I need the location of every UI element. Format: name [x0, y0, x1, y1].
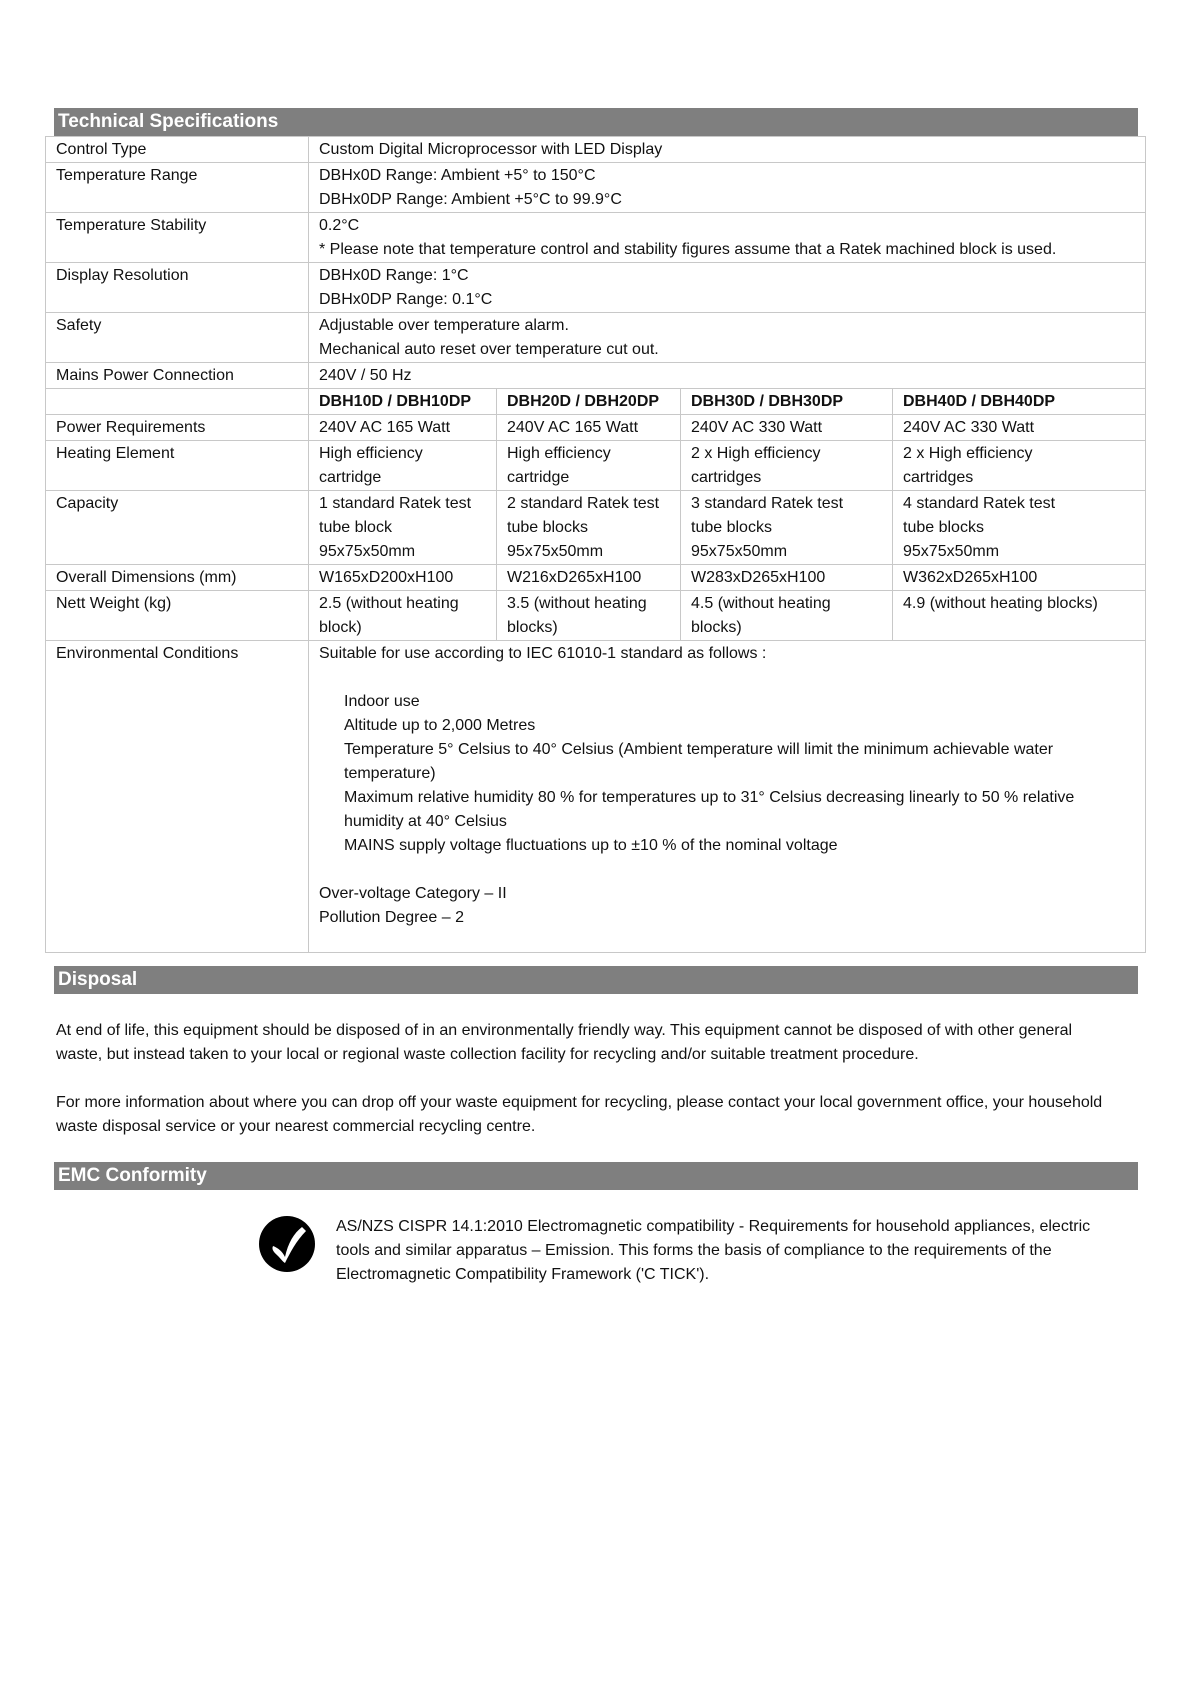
spec-line: 3 standard Ratek test: [691, 495, 844, 512]
spec-label: Mains Power Connection: [46, 363, 309, 389]
spec-label: Temperature Range: [46, 163, 309, 213]
spec-note: * Please note that temperature control and stability figures assume that a Ratek machined block is used.: [319, 241, 1057, 258]
spec-label: Safety: [46, 313, 309, 363]
model-header: DBH30D / DBH30DP: [681, 389, 893, 415]
spec-cell: 240V AC 330 Watt: [681, 415, 893, 441]
spec-label: Nett Weight (kg): [46, 591, 309, 641]
spec-cell: 240V AC 165 Watt: [309, 415, 497, 441]
spec-cell: [893, 441, 1146, 491]
technical-specifications-table: [45, 136, 1146, 953]
spec-value: Custom Digital Microprocessor with LED Display: [309, 137, 1146, 163]
spec-value: [309, 163, 1146, 213]
spec-cell: [893, 591, 1146, 641]
spec-row-mains: [46, 363, 1146, 389]
spec-line: 0.2°C: [319, 217, 360, 234]
technical-specifications-heading: Technical Specifications: [54, 108, 1138, 136]
spec-label: Power Requirements: [46, 415, 309, 441]
spec-line: DBHx0DP Range: 0.1°C: [319, 291, 493, 308]
model-header: DBH10D / DBH10DP: [309, 389, 497, 415]
spec-row-control-type: [46, 137, 1146, 163]
spec-row-models: [46, 389, 1146, 415]
spec-line: 2 x High efficiency: [903, 445, 1033, 462]
spec-label: Display Resolution: [46, 263, 309, 313]
spacer: [319, 666, 1135, 690]
paragraph-line: waste, but instead taken to your local or regional waste collection facility for recycling and/or suitable treatment procedure.: [56, 1046, 919, 1063]
spec-row-display-resolution: [46, 263, 1146, 313]
spec-line: blocks): [691, 619, 742, 636]
spec-cell: [309, 491, 497, 565]
spec-cell: [681, 491, 893, 565]
environment-item: MAINS supply voltage fluctuations up to ±10 % of the nominal voltage: [344, 837, 838, 854]
spec-line: tube blocks: [691, 519, 772, 536]
spec-cell: W362xD265xH100: [893, 565, 1146, 591]
spec-cell: W283xD265xH100: [681, 565, 893, 591]
spec-row-safety: [46, 313, 1146, 363]
spec-line: DBHx0D Range: 1°C: [319, 267, 469, 284]
emc-conformity-text: [336, 1215, 1126, 1287]
c-tick-mark-icon: [258, 1215, 316, 1273]
spec-value: [309, 263, 1146, 313]
disposal-paragraph-1: [56, 1019, 1136, 1067]
spec-cell: 240V AC 330 Watt: [893, 415, 1146, 441]
environment-item-continued: humidity at 40° Celsius: [344, 813, 507, 830]
spec-label: Environmental Conditions: [46, 641, 309, 953]
spec-row-dimensions: [46, 565, 1146, 591]
spec-line: tube block: [319, 519, 392, 536]
spec-line: 4.5 (without heating: [691, 595, 831, 612]
spec-line: tube blocks: [507, 519, 588, 536]
pollution-degree: Pollution Degree – 2: [319, 909, 464, 926]
spec-line: DBHx0DP Range: Ambient +5°C to 99.9°C: [319, 191, 622, 208]
spec-label-empty: [46, 389, 309, 415]
spec-line: cartridge: [319, 469, 382, 486]
environment-item: Indoor use: [344, 693, 420, 710]
spec-line: blocks): [507, 619, 558, 636]
paragraph-line: For more information about where you can drop off your waste equipment for recycling, please contact your local government office, your household: [56, 1094, 1103, 1111]
spec-cell: W165xD200xH100: [309, 565, 497, 591]
spec-line: cartridges: [691, 469, 762, 486]
spec-value: 240V / 50 Hz: [309, 363, 1146, 389]
overvoltage-category: Over-voltage Category – II: [319, 885, 507, 902]
spec-cell: [681, 441, 893, 491]
spec-line: tube blocks: [903, 519, 984, 536]
spec-label: Heating Element: [46, 441, 309, 491]
disposal-heading: Disposal: [54, 966, 1138, 994]
spec-line: 2 standard Ratek test: [507, 495, 660, 512]
paragraph-line: tools and similar apparatus – Emission. This forms the basis of compliance to the requirements of the: [336, 1242, 1052, 1259]
environment-item: Maximum relative humidity 80 % for temperatures up to 31° Celsius decreasing linearly to 50 % relative: [344, 789, 1075, 806]
spec-line: 2.5 (without heating: [319, 595, 459, 612]
spec-value: [309, 213, 1146, 263]
spec-row-weight: [46, 591, 1146, 641]
disposal-paragraph-2: [56, 1091, 1136, 1139]
spec-value: [309, 641, 1146, 953]
spec-line: 95x75x50mm: [319, 543, 416, 560]
spec-row-temperature-range: [46, 163, 1146, 213]
environment-item: Altitude up to 2,000 Metres: [344, 717, 536, 734]
spec-cell: [893, 491, 1146, 565]
spec-row-power: [46, 415, 1146, 441]
spec-row-environment: [46, 641, 1146, 953]
spec-line: 4 standard Ratek test: [903, 495, 1056, 512]
paragraph-line: AS/NZS CISPR 14.1:2010 Electromagnetic compatibility - Requirements for household appliances, electric: [336, 1218, 1091, 1235]
paragraph-line: At end of life, this equipment should be disposed of in an environmentally friendly way. This equipment cannot be disposed of with other general: [56, 1022, 1073, 1039]
spec-line: 95x75x50mm: [691, 543, 788, 560]
environment-item-continued: temperature): [344, 765, 436, 782]
spec-label: Capacity: [46, 491, 309, 565]
spec-line: High efficiency: [507, 445, 611, 462]
spec-cell: [497, 591, 681, 641]
spacer: [319, 858, 1135, 882]
spec-line: 95x75x50mm: [507, 543, 604, 560]
spec-label: Control Type: [46, 137, 309, 163]
spec-line: cartridge: [507, 469, 570, 486]
spec-line: Mechanical auto reset over temperature cut out.: [319, 341, 659, 358]
paragraph-line: Electromagnetic Compatibility Framework ('C TICK').: [336, 1266, 710, 1283]
model-header: DBH40D / DBH40DP: [893, 389, 1146, 415]
spec-line: 1 standard Ratek test: [319, 495, 472, 512]
spec-label: Temperature Stability: [46, 213, 309, 263]
model-header: DBH20D / DBH20DP: [497, 389, 681, 415]
spec-row-capacity: [46, 491, 1146, 565]
spec-line: 95x75x50mm: [903, 543, 1000, 560]
spec-line: 2 x High efficiency: [691, 445, 821, 462]
spec-line: 4.9 (without heating blocks): [903, 595, 1098, 612]
spec-cell: W216xD265xH100: [497, 565, 681, 591]
spec-label: Overall Dimensions (mm): [46, 565, 309, 591]
spec-line: cartridges: [903, 469, 974, 486]
paragraph-line: waste disposal service or your nearest commercial recycling centre.: [56, 1118, 536, 1135]
spec-cell: [497, 491, 681, 565]
emc-conformity-heading: EMC Conformity: [54, 1162, 1138, 1190]
spec-value: [309, 313, 1146, 363]
spec-cell: 240V AC 165 Watt: [497, 415, 681, 441]
spec-cell: [309, 591, 497, 641]
spec-cell: [681, 591, 893, 641]
spec-line: High efficiency: [319, 445, 423, 462]
spec-row-temperature-stability: [46, 213, 1146, 263]
spec-line: 3.5 (without heating: [507, 595, 647, 612]
spec-line: DBHx0D Range: Ambient +5° to 150°C: [319, 167, 596, 184]
spec-line: Adjustable over temperature alarm.: [319, 317, 569, 334]
environment-conditions-list: [319, 690, 1135, 858]
spec-row-heating: [46, 441, 1146, 491]
spec-cell: [309, 441, 497, 491]
environment-intro: Suitable for use according to IEC 61010-1 standard as follows :: [319, 645, 767, 662]
environment-item: Temperature 5° Celsius to 40° Celsius (Ambient temperature will limit the minimum achievable water: [344, 741, 1054, 758]
spec-line: block): [319, 619, 362, 636]
spec-cell: [497, 441, 681, 491]
